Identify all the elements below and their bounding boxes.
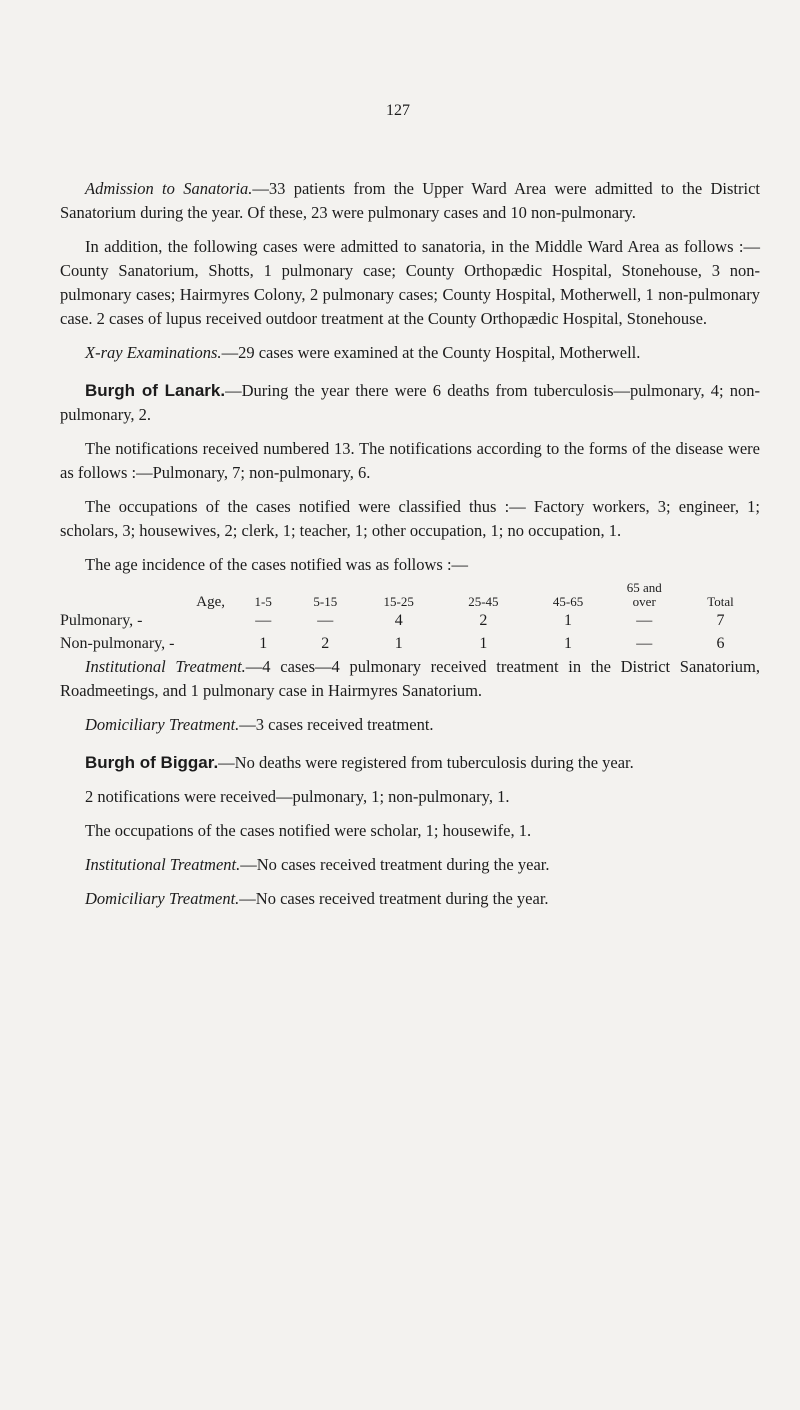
- paragraph-admission: [60, 177, 760, 225]
- header-cell: 15-25: [383, 594, 414, 609]
- table-row: [60, 609, 760, 632]
- table-cell: 1: [564, 612, 573, 629]
- paragraph-text: —No cases received treatment during the year.: [239, 889, 549, 908]
- row-label: Non-pulmonary, -: [60, 635, 175, 652]
- paragraph-biggar-notifications: [60, 785, 760, 809]
- paragraph-lanark-age: [60, 553, 760, 577]
- table-cell: 7: [716, 612, 725, 629]
- paragraph-text: —3 cases received treatment.: [239, 715, 434, 734]
- paragraph-text: —No deaths were registered from tuberculosis during the year.: [218, 753, 634, 772]
- table-cell: —: [317, 612, 334, 629]
- table-cell: —: [255, 612, 272, 629]
- page-number: 127: [386, 102, 410, 119]
- table-cell: 1: [259, 635, 268, 652]
- paragraph-lanark-institutional: [60, 655, 760, 703]
- paragraph-text: —During the year there were 6 deaths from tuberculosis—pulmonary, 4; non-pulmonary, 2.: [60, 381, 760, 424]
- paragraph-text: The occupations of the cases notified were classified thus :— Factory workers, 3; engineer, 1; scholars, 3; housewives, 2; clerk, 1; teacher, 1; other occupation, 1; no occupation, 1.: [60, 497, 760, 540]
- table-cell: 1: [479, 635, 488, 652]
- paragraph-lanark-domiciliary: [60, 713, 760, 737]
- paragraph-lanark-notifications: [60, 437, 760, 485]
- paragraph-title: Domiciliary Treatment.: [85, 889, 240, 908]
- table-row: [60, 632, 760, 655]
- paragraph-text: 2 notifications were received—pulmonary, 1; non-pulmonary, 1.: [85, 787, 510, 806]
- table-header-row-upper: [60, 581, 760, 595]
- table-cell: —: [636, 635, 653, 652]
- row-label: Pulmonary, -: [60, 612, 143, 629]
- paragraph-title: Admission to Sanatoria.: [85, 179, 253, 198]
- paragraph-title: Institutional Treatment.: [85, 657, 246, 676]
- paragraph-text: —4 cases—4 pulmonary received treatment in the District Sanatorium, Roadmeetings, and 1 pulmonary case in Hairmyres Sanatorium.: [60, 657, 760, 700]
- table-cell: 1: [564, 635, 573, 652]
- section-heading-biggar: Burgh of Biggar.: [85, 753, 219, 772]
- header-cell-65-and: 65 and: [626, 580, 662, 595]
- paragraph-title: X-ray Examinations.: [85, 343, 222, 362]
- paragraph-text: The occupations of the cases notified were scholar, 1; housewife, 1.: [85, 821, 532, 840]
- table-cell: 6: [716, 635, 725, 652]
- paragraph-text: —No cases received treatment during the year.: [240, 855, 550, 874]
- table-cell: —: [636, 612, 653, 629]
- paragraph-title: Domiciliary Treatment.: [85, 715, 240, 734]
- age-incidence-table: [60, 581, 760, 655]
- paragraph-text: The age incidence of the cases notified was as follows :—: [85, 555, 469, 574]
- paragraph-biggar-domiciliary: [60, 887, 760, 911]
- section-heading-lanark: Burgh of Lanark.: [85, 381, 226, 400]
- table-header-row: [60, 595, 760, 609]
- table-cell: 2: [479, 612, 488, 629]
- page-body: [60, 177, 760, 921]
- header-cell: 1-5: [254, 594, 272, 609]
- paragraph-text: The notifications received numbered 13. The notifications according to the forms of the disease were as follows :—Pulmonary, 7; non-pulmonary, 6.: [60, 439, 760, 482]
- header-cell: Total: [707, 594, 734, 609]
- header-cell: 5-15: [313, 594, 338, 609]
- paragraph-text: —33 patients from the Upper Ward Area were admitted to the District Sanatorium during the year. Of these, 23 were pulmonary cases and 10 non-pulmonary.: [60, 179, 760, 222]
- paragraph-biggar-deaths: [60, 751, 760, 775]
- paragraph-additional-admissions: [60, 235, 760, 331]
- header-cell: 45-65: [552, 594, 584, 609]
- paragraph-text: In addition, the following cases were admitted to sanatoria, in the Middle Ward Area as follows :—County Sanatorium, Shotts, 1 pulmonary case; County Orthopædic Hospital, Stonehouse, 3 non-pulmonary cases; Hairmyres Colony, 2 pulmonary cases; County Hospital, Motherwell, 1 non-pulmonary case. 2 cases of lupus received outdoor treatment at the County Orthopædic Hospital, Stonehouse.: [60, 237, 760, 328]
- header-cell: 25-45: [468, 594, 499, 609]
- table-cell: 4: [394, 612, 403, 629]
- header-cell-age: Age,: [196, 594, 225, 610]
- header-cell: over: [632, 594, 656, 609]
- paragraph-lanark-deaths: [60, 379, 760, 427]
- table-cell: 2: [321, 635, 330, 652]
- paragraph-xray: [60, 341, 760, 365]
- paragraph-biggar-institutional: [60, 853, 760, 877]
- paragraph-title: Institutional Treatment.: [85, 855, 241, 874]
- paragraph-text: —29 cases were examined at the County Hospital, Motherwell.: [221, 343, 641, 362]
- paragraph-biggar-occupations: [60, 819, 760, 843]
- table-cell: 1: [394, 635, 403, 652]
- paragraph-lanark-occupations: [60, 495, 760, 543]
